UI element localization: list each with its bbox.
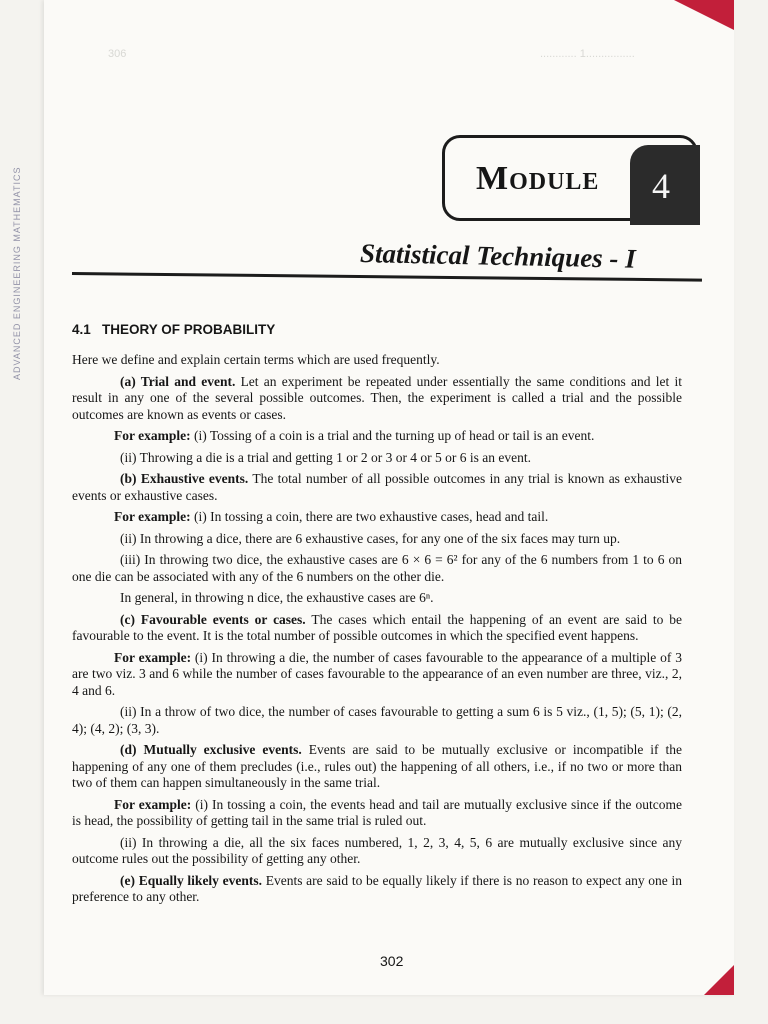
paragraph-exhaustive-events <box>72 471 682 504</box>
example-exclusive-1 <box>72 797 682 830</box>
term-mutually-exclusive: (d) Mutually exclusive events. <box>120 742 302 757</box>
example-exclusive-2: (ii) In throwing a die, all the six faces numbered, 1, 2, 3, 4, 5, 6 are mutually exclusive since any outcome rules out the possibility of getting any other. <box>72 834 682 866</box>
module-number: 4 <box>652 166 670 206</box>
chapter-title: Statistical Techniques - I <box>359 238 637 274</box>
spine-text: ADVANCED ENGINEERING MATHEMATICS <box>12 166 22 380</box>
paragraph-favourable-events <box>72 612 682 645</box>
example-label: For example: <box>114 649 192 665</box>
definition-mutually-exclusive: Events are said to be mutually exclusive or incompatible if the happening of any one of them precludes (i.e., rules out) the happening of all others, i.e., if no two or more than two of them can happen simultaneously in the same trial. <box>72 742 682 790</box>
example-text: (i) Tossing of a coin is a trial and the turning up of head or tail is an event. <box>190 428 595 443</box>
bleed-through-text: ............ 1................ <box>540 48 635 60</box>
definition-equally-likely: Events are said to be equally likely if there is no reason to expect any one in preference to any other. <box>72 872 682 904</box>
section-number: 4.1 <box>72 322 91 337</box>
section-heading <box>72 322 275 337</box>
page-corner-tab-bottom <box>704 965 734 995</box>
example-exhaustive-1 <box>72 509 682 526</box>
section-title: THEORY OF PROBABILITY <box>102 322 276 337</box>
page-number: 302 <box>380 953 404 969</box>
example-label: For example: <box>114 509 191 524</box>
definition-favourable-events: The cases which entail the happening of an event are said to be favourable to the event. It is the total number of possible outcomes in which the specified event happens. <box>72 611 682 643</box>
example-favourable-2: (ii) In a throw of two dice, the number of cases favourable to getting a sum 6 is 5 viz., (1, 5); (5, 1); (2, 4); (4, 2); (3, 3). <box>72 704 682 736</box>
general-note: In general, in throwing n dice, the exhaustive cases are 6ⁿ. <box>120 590 434 605</box>
term-exhaustive-events: (b) Exhaustive events. <box>120 471 249 486</box>
example-trial-2: (ii) Throwing a die is a trial and getting 1 or 2 or 3 or 4 or 5 or 6 is an event. <box>120 449 532 465</box>
example-exhaustive-2: (ii) In throwing a dice, there are 6 exhaustive cases, for any one of the six faces may turn up. <box>120 530 621 546</box>
body-text <box>72 352 682 911</box>
module-label: Module <box>476 160 600 197</box>
example-label: For example: <box>114 428 191 443</box>
example-exhaustive-3: (iii) In throwing two dice, the exhaustive cases are 6 × 6 = 6² for any of the 6 numbers from 1 to 6 on one die can be associated with any of the 6 numbers on the other die. <box>72 552 682 584</box>
paragraph-equally-likely <box>72 873 682 906</box>
paragraph-trial-event <box>72 374 682 424</box>
bleed-through-page-number: 306 <box>108 48 127 60</box>
example-favourable-1 <box>72 650 682 700</box>
term-equally-likely: (e) Equally likely events. <box>120 872 263 888</box>
example-text: (i) In tossing a coin, there are two exhaustive cases, head and tail. <box>190 509 549 524</box>
paragraph-mutually-exclusive <box>72 742 682 792</box>
term-trial-event: (a) Trial and event. <box>120 373 236 389</box>
example-label: For example: <box>114 796 192 812</box>
definition-exhaustive-events: The total number of all possible outcomes in any trial is known as exhaustive events or exhaustive cases. <box>72 471 682 503</box>
example-text: (i) In tossing a coin, the events head and tail are mutually exclusive since if the outcome is head, the possibility of getting tail in the same trial is ruled out. <box>72 796 682 828</box>
intro-paragraph: Here we define and explain certain terms which are used frequently. <box>72 352 440 367</box>
definition-trial-event: Let an experiment be repeated under essentially the same conditions and let it result in any one of the several possible outcomes. Then, the experiment is called a trial and the possible outcomes are known as events or cases. <box>72 373 682 422</box>
example-trial-1 <box>72 428 682 445</box>
example-text: (i) In throwing a die, the number of cases favourable to the appearance of a multiple of 3 are two viz. 3 and 6 while the number of cases favourable to the appearance of an even number are three, viz., 2, 4 and 6. <box>72 649 682 698</box>
page-corner-tab-top <box>674 0 734 30</box>
term-favourable-events: (c) Favourable events or cases. <box>120 611 306 627</box>
